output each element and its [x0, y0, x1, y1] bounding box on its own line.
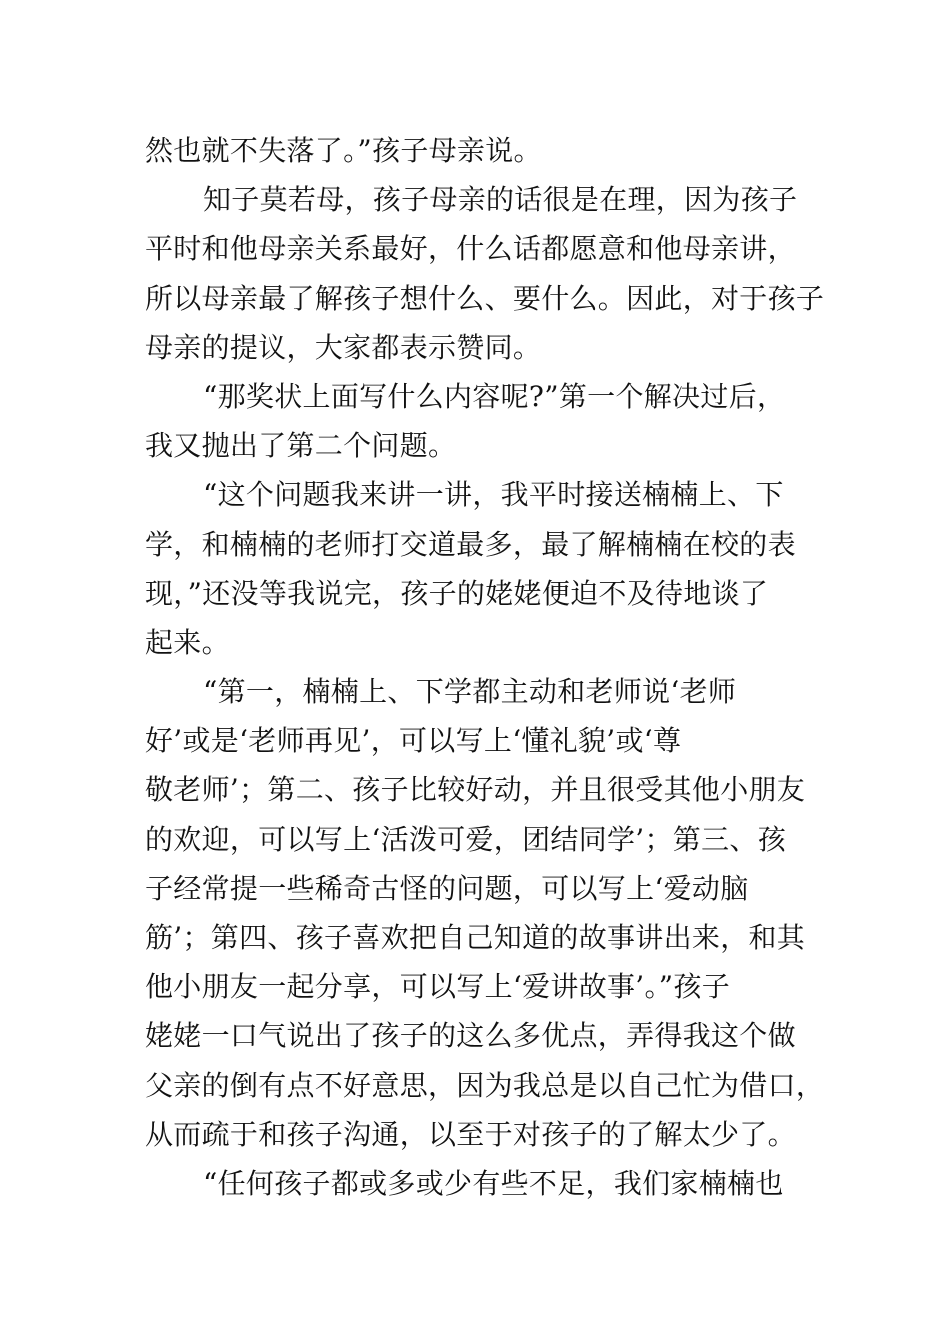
- text-line: 从而疏于和孩子沟通，以至于对孩子的了解太少了。: [145, 1117, 796, 1151]
- text-line: 然也就不失落了。”孩子母亲说。: [145, 134, 542, 167]
- document-body: [145, 126, 825, 1208]
- text-line: 平时和他母亲关系最好，什么话都愿意和他母亲讲，: [145, 232, 796, 266]
- text-line: “任何孩子都或多或少有些不足，我们家楠楠也: [203, 1166, 784, 1200]
- text-line: 父亲的倒有点不好意思，因为我总是以自己忙为借口，: [145, 1068, 825, 1102]
- text-line: 他小朋友一起分享，可以写上‘爱讲故事’。”孩子: [145, 970, 731, 1004]
- text-line: 起来。: [145, 625, 230, 659]
- text-line: 母亲的提议，大家都表示赞同。: [145, 330, 542, 364]
- text-line: 好’或是‘老师再见’，可以写上‘懂礼貌’或‘尊: [145, 724, 682, 758]
- text-line: 学，和楠楠的老师打交道最多，最了解楠楠在校的表: [145, 527, 796, 561]
- text-line: 姥姥一口气说出了孩子的这么多优点，弄得我这个做: [145, 1019, 796, 1053]
- text-line: 知子莫若母，孩子母亲的话很是在理，因为孩子: [203, 183, 798, 217]
- text-line: 的欢迎，可以写上‘活泼可爱，团结同学’；第三、孩: [145, 822, 787, 856]
- text-line: “第一，楠楠上、下学都主动和老师说‘老师: [203, 675, 737, 709]
- text-line: 所以母亲最了解孩子想什么、要什么。因此，对于孩子: [145, 281, 825, 315]
- text-line: 子经常提一些稀奇古怪的问题，可以写上‘爱动脑: [145, 871, 749, 905]
- text-line: 现，”还没等我说完，孩子的姥姥便迫不及待地谈了: [145, 576, 769, 610]
- text-line: 我又抛出了第二个问题。: [145, 429, 457, 463]
- text-line: “这个问题我来讲一讲，我平时接送楠楠上、下: [203, 478, 784, 512]
- text-line: 筋’；第四、孩子喜欢把自己知道的故事讲出来，和其: [145, 921, 806, 954]
- text-line: “那奖状上面写什么内容呢?”第一个解决过后，: [203, 379, 786, 413]
- text-line: 敬老师’；第二、孩子比较好动，并且很受其他小朋友: [145, 773, 806, 807]
